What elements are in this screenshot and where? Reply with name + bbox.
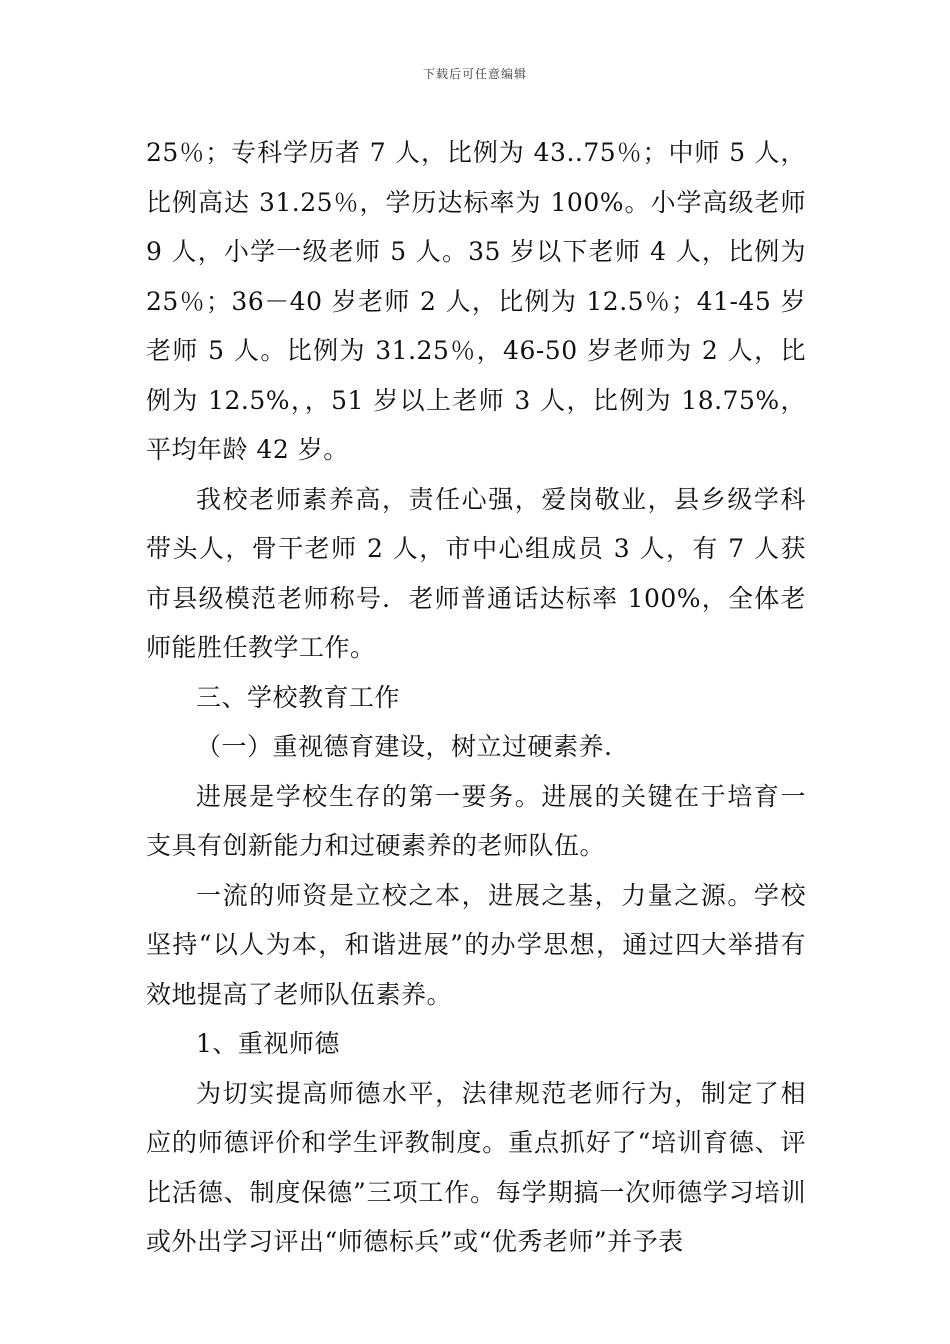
- paragraph-teacher-quality: 我校老师素养高，责任心强，爱岗敬业，县乡级学科带头人，骨干老师 2 人，市中心组成员 3 人，有 7 人获市县级模范老师称号．老师普通话达标率 100%，全体老师能胜任教学工作。: [146, 484, 806, 662]
- subsection-heading: （一）重视德育建设，树立过硬素养.: [196, 732, 613, 761]
- section-heading: 三、学校教育工作: [196, 682, 401, 712]
- document-body: [146, 128, 806, 1267]
- item-heading: 1、重视师德: [196, 1029, 340, 1058]
- paragraph-teaching-staff: 一流的师资是立校之本，进展之基，力量之源。学校坚持“以人为本，和谐进展”的办学思想，通过四大举措有效地提高了老师队伍素养。: [146, 880, 806, 1009]
- paragraph-development: 进展是学校生存的第一要务。进展的关键在于培育一支具有创新能力和过硬素养的老师队伍。: [146, 781, 806, 860]
- page-header: 下载后可任意编辑: [422, 67, 527, 81]
- paragraph-teacher-ethics: 为切实提高师德水平，法律规范老师行为，制定了相应的师德评价和学生评教制度。重点抓好了“培训育德、评比活德、制度保德”三项工作。每学期搞一次师德学习培训或外出学习评出“师德标兵”或“优秀老师”并予表: [146, 1078, 806, 1256]
- paragraph-teacher-statistics: 25％；专科学历者 7 人，比例为 43..75％；中师 5 人，比例高达 31.25％，学历达标率为 100%。小学高级老师 9 人，小学一级老师 5 人。35 岁以下老师 4 人，比例为 25％；36－40 岁老师 2 人，比例为 12.5％；41-45 岁老师 5 人。比例为 31.25％，46-50 岁老师为 2 人，比例为 12.5%，，51 岁以上老师 3 人，比例为 18.75%，平均年龄 42 岁。: [146, 138, 806, 464]
